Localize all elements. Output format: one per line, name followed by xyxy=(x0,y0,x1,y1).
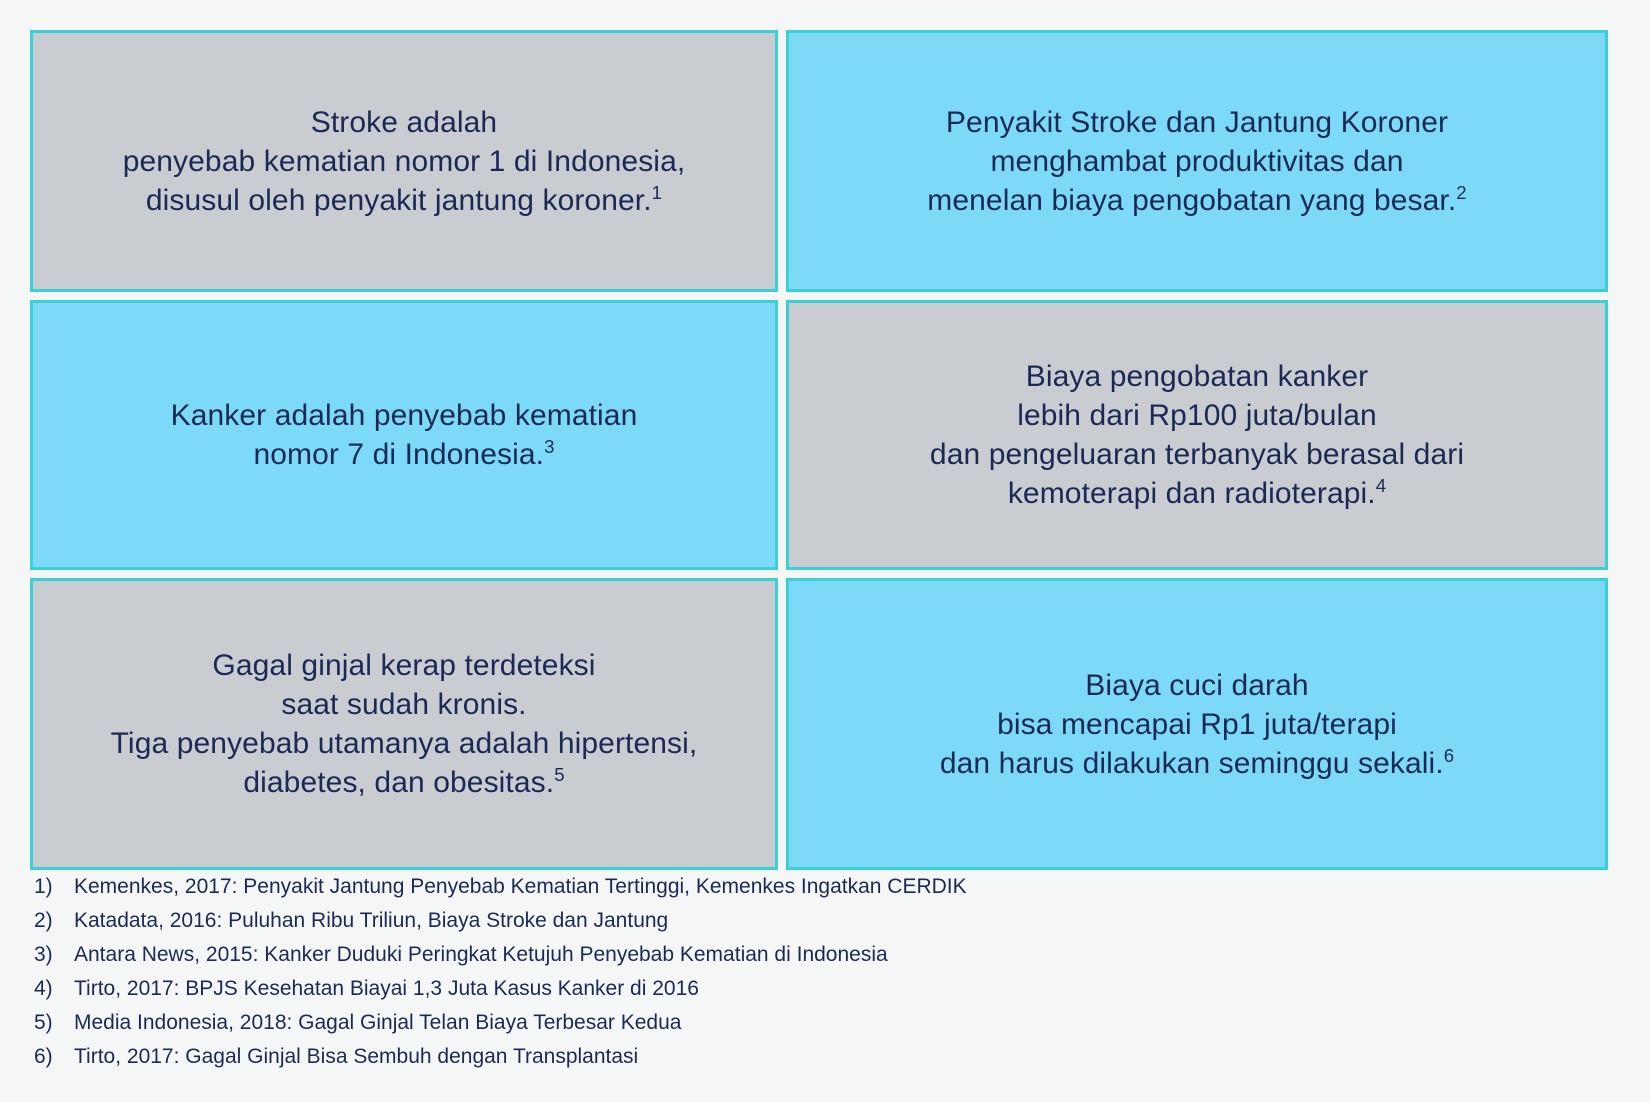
footnote-text: Tirto, 2017: BPJS Kesehatan Biayai 1,3 Juta Kasus Kanker di 2016 xyxy=(74,977,699,1000)
footnote-item xyxy=(34,910,1594,931)
footnote-number: 6) xyxy=(34,1045,53,1068)
footnote-reference: 5 xyxy=(554,764,565,785)
fact-card-gagal-ginjal xyxy=(30,578,778,870)
fact-card-text: Penyakit Stroke dan Jantung Koroner menghambat produktivitas dan menelan biaya pengobatan yang besar.$^2$ xyxy=(927,105,1467,217)
footnote-reference: 4 xyxy=(1375,475,1387,496)
fact-card-text: Stroke adalah penyebab kematian nomor 1 di Indonesia, disusul oleh penyakit jantung koroner.$^1$ xyxy=(122,105,686,217)
footnote-number: 1) xyxy=(34,875,53,898)
footnote-item xyxy=(34,1012,1594,1033)
fact-card-grid xyxy=(30,30,1608,862)
footnote-item xyxy=(34,876,1594,897)
footnote-reference: 2 xyxy=(1456,181,1467,203)
footnote-text: Kemenkes, 2017: Penyakit Jantung Penyebab Kematian Tertinggi, Kemenkes Ingatkan CERDIK xyxy=(74,875,967,898)
footnote-number: 4) xyxy=(34,977,53,1000)
footnote-text: Media Indonesia, 2018: Gagal Ginjal Telan Biaya Terbesar Kedua xyxy=(74,1011,682,1034)
footnote-text: Antara News, 2015: Kanker Duduki Peringkat Ketujuh Penyebab Kematian di Indonesia xyxy=(74,943,888,966)
footnote-list xyxy=(34,876,1594,1080)
fact-card-kanker-kematian xyxy=(30,300,778,570)
fact-card-biaya-cuci-darah xyxy=(786,578,1608,870)
footnote-number: 5) xyxy=(34,1011,53,1034)
footnote-number: 3) xyxy=(34,943,53,966)
fact-card-stroke-jantung-produktivitas xyxy=(786,30,1608,292)
footnote-reference: 1 xyxy=(651,181,663,203)
fact-card-text: Kanker adalah penyebab kematian nomor 7 di Indonesia.$^3$ xyxy=(170,399,638,471)
footnote-reference: 6 xyxy=(1443,744,1455,766)
fact-card-text: Gagal ginjal kerap terdeteksi saat sudah kronis. Tiga penyebab utamanya adalah hipertensi, diabetes, dan obesitas.$^5$ xyxy=(110,649,698,799)
fact-card-biaya-kanker xyxy=(786,300,1608,570)
footnote-item xyxy=(34,978,1594,999)
footnote-text: Katadata, 2016: Puluhan Ribu Triliun, Biaya Stroke dan Jantung xyxy=(74,909,669,932)
footnote-number: 2) xyxy=(34,909,53,932)
footnote-text: Tirto, 2017: Gagal Ginjal Bisa Sembuh dengan Transplantasi xyxy=(74,1045,639,1068)
fact-card-text: Biaya pengobatan kanker lebih dari Rp100 juta/bulan dan pengeluaran terbanyak berasal dari kemoterapi dan radioterapi.$^4$ xyxy=(929,360,1465,510)
fact-card-text: Biaya cuci darah bisa mencapai Rp1 juta/terapi dan harus dilakukan seminggu sekali.$^6$ xyxy=(939,668,1455,780)
footnote-reference: 3 xyxy=(544,436,555,457)
footnote-item xyxy=(34,1046,1594,1067)
fact-card-stroke-kematian xyxy=(30,30,778,292)
footnote-item xyxy=(34,944,1594,965)
